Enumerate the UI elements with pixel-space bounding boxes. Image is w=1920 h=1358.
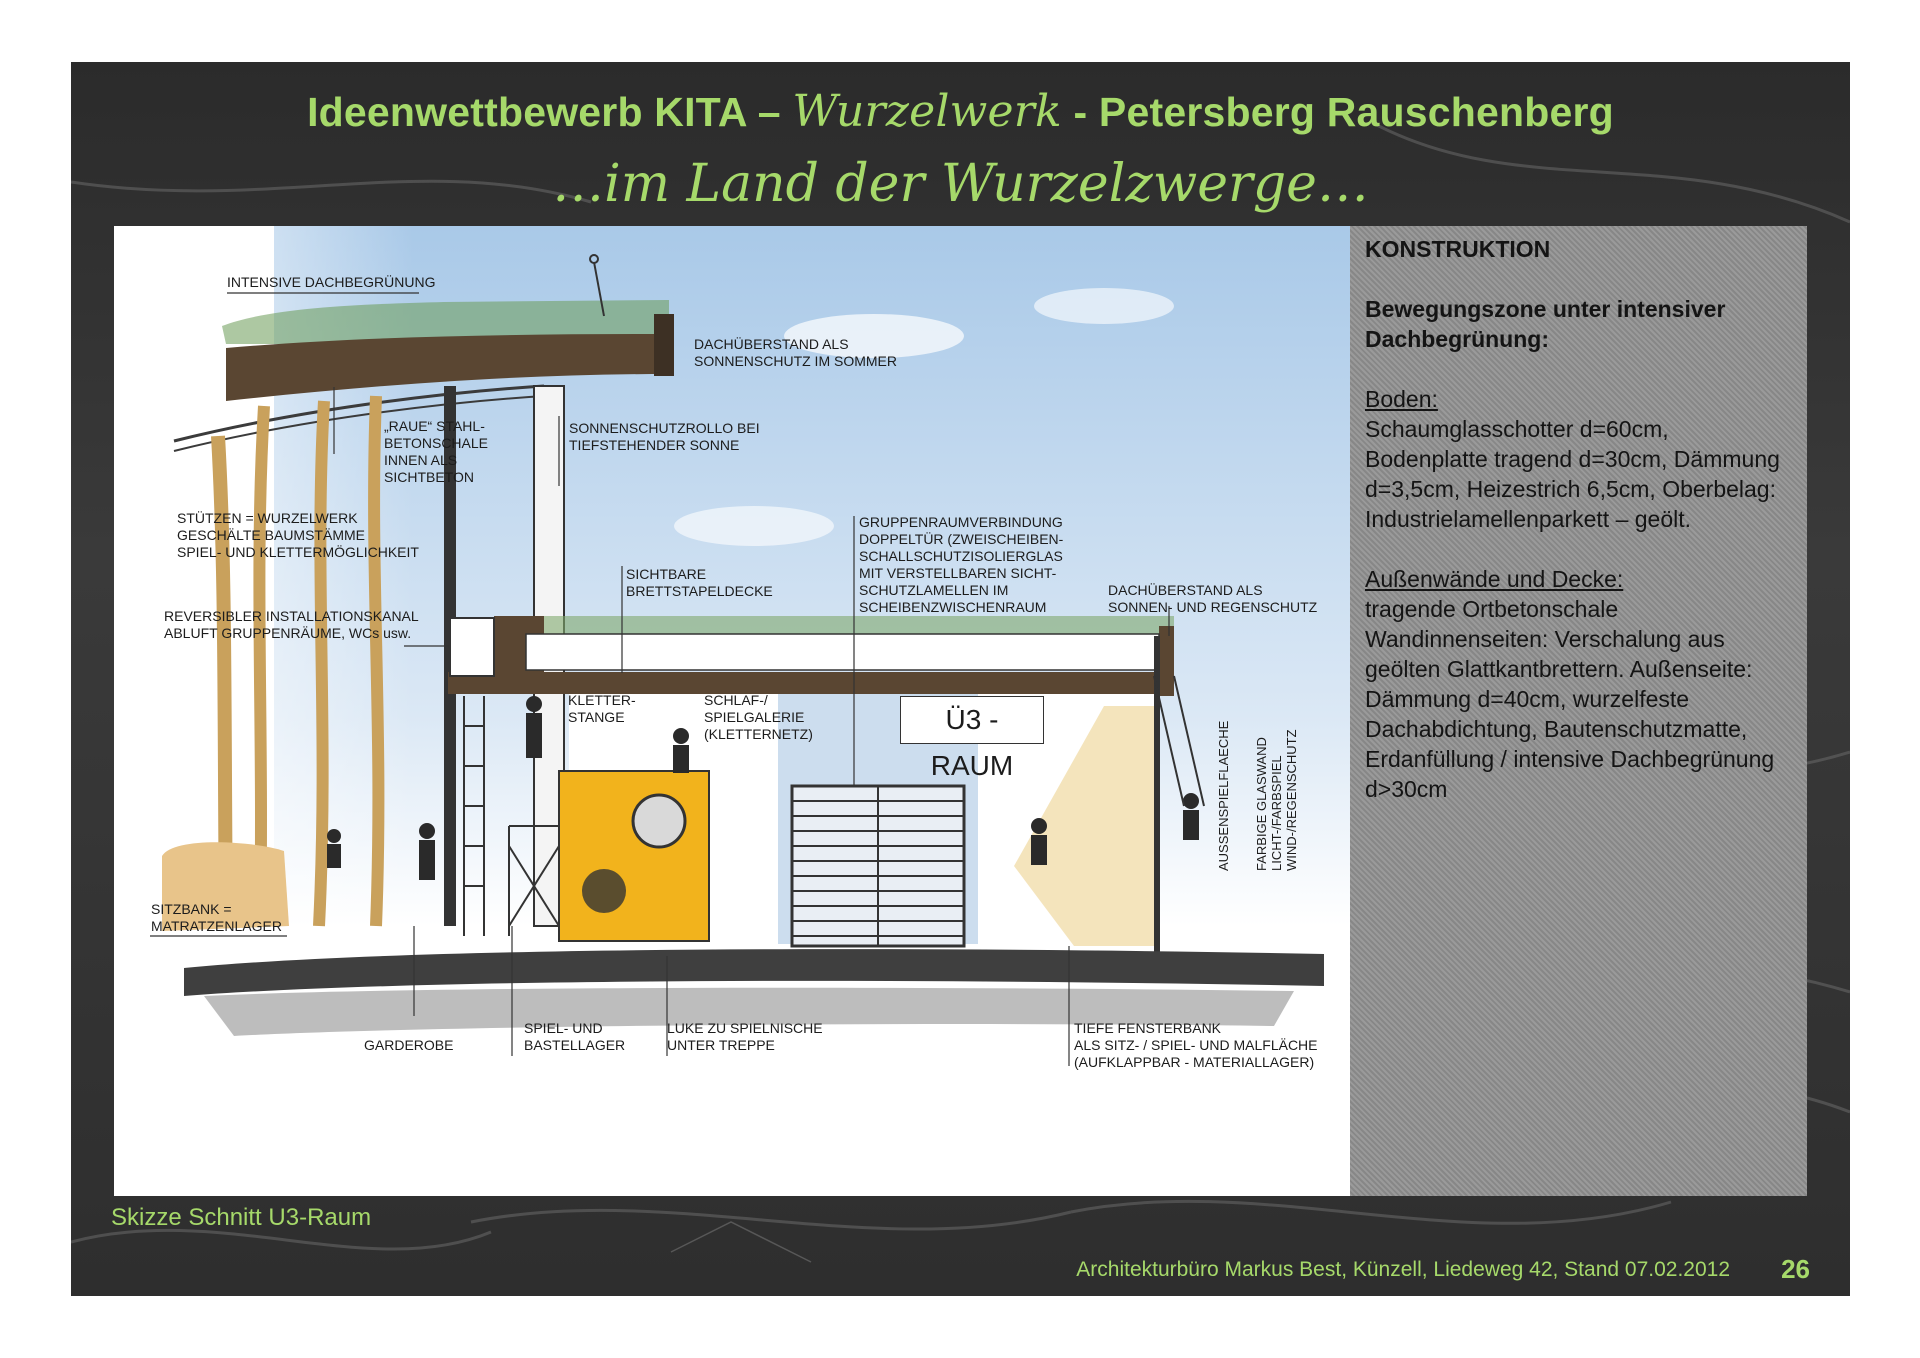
info-floor-title: Boden: xyxy=(1365,386,1438,412)
page-number: 26 xyxy=(1781,1254,1810,1284)
content-panel xyxy=(114,226,1807,1196)
info-subheading: Bewegungszone unter intensiver Dachbegrünung: xyxy=(1365,296,1726,352)
label-bench: SITZBANK = MATRATZENLAGER xyxy=(151,901,282,934)
main-ceiling xyxy=(448,672,1174,694)
info-floor-text: Schaumglasschotter d=60cm, Bodenplatte tragend d=30cm, Dämmung d=3,5cm, Heizestrich 6,5cm, Oberbelag: Industrielamellenparkett – geölt. xyxy=(1365,416,1780,532)
yellow-play-tower xyxy=(559,771,709,941)
label-colored-glass-wall: FARBIGE GLASWAND LICHT-/FARBSPIEL WIND-/REGENSCHUTZ xyxy=(1254,729,1299,871)
section-sketch xyxy=(114,226,1350,1196)
label-installation-channel: REVERSIBLER INSTALLATIONSKANAL ABLUFT GRUPPENRÄUME, WCs usw. xyxy=(164,608,419,641)
label-intensive-roof-greening: INTENSIVE DACHBEGRÜNUNG xyxy=(227,274,436,290)
label-overhang-rain: DACHÜBERSTAND ALS SONNEN- UND REGENSCHUTZ xyxy=(1108,582,1318,615)
main-roof-grass xyxy=(514,616,1174,634)
figure-caption: Skizze Schnitt U3-Raum xyxy=(111,1204,372,1231)
info-heading: KONSTRUKTION xyxy=(1365,236,1551,262)
title-suffix: - Petersberg Rauschenberg xyxy=(1073,89,1614,135)
room-sign: Ü3 - RAUM xyxy=(900,696,1044,744)
page-title xyxy=(71,86,1850,137)
page-subtitle: …im Land der Wurzelzwerge… xyxy=(552,154,1369,214)
title-script: Wurzelwerk xyxy=(792,86,1062,137)
label-concrete-shell: „RAUE“ STAHL- BETONSCHALE INNEN ALS SICHTBETON xyxy=(384,418,488,485)
tree-column xyxy=(374,396,378,926)
tree-column xyxy=(319,401,324,926)
label-columns: STÜTZEN = WURZELWERK GESCHÄLTE BAUMSTÄMME SPIEL- UND KLETTERMÖGLICHKEIT xyxy=(177,510,419,560)
title-prefix: Ideenwettbewerb KITA – xyxy=(307,89,781,135)
installation-box xyxy=(450,618,494,676)
label-play-craft-storage: SPIEL- UND BASTELLAGER xyxy=(524,1020,626,1053)
label-climbing-pole: KLETTER- STANGE xyxy=(568,692,636,725)
info-walls-title: Außenwände und Decke: xyxy=(1365,566,1624,592)
label-overhang-summer: DACHÜBERSTAND ALS SONNENSCHUTZ IM SOMMER xyxy=(694,336,897,369)
label-sunshade-roller: SONNENSCHUTZROLLO BEI TIEFSTEHENDER SONNE xyxy=(569,420,760,453)
label-hatch: LUKE ZU SPIELNISCHE UNTER TREPPE xyxy=(667,1020,823,1053)
label-wardrobe: GARDEROBE xyxy=(364,1037,454,1053)
label-group-room-connection: GRUPPENRAUMVERBINDUNG DOPPELTÜR (ZWEISCHEIBEN- SCHALLSCHUTZISOLIERGLAS MIT VERSTELLBAREN SICHT- SCHUTZLAMELLEN IM SCHEIBENZWISCHENRAUM xyxy=(859,514,1064,615)
label-sleeping-gallery: SCHLAF-/ SPIELGALERIE (KLETTERNETZ) xyxy=(704,692,813,742)
label-window-sill: TIEFE FENSTERBANK ALS SITZ- / SPIEL- UND MALFLÄCHE (AUFKLAPPBAR - MATERIALLAGER) xyxy=(1074,1020,1318,1070)
footer-credit: Architekturbüro Markus Best, Künzell, Liedeweg 42, Stand 07.02.2012 xyxy=(1076,1258,1730,1281)
construction-info-panel xyxy=(1350,226,1807,1196)
slide xyxy=(71,62,1850,1296)
info-walls-text: tragende Ortbetonschale Wandinnenseiten: Verschalung aus geölten Glattkantbrettern. Außenseite: Dämmung d=40cm, wurzelfeste Dachabdichtung, Bautenschutzmatte, Erdanfüllung / intensive Dachbegrünung d>30cm xyxy=(1365,596,1775,802)
label-outdoor-play-area: AUSSENSPIELFLAECHE xyxy=(1216,720,1231,871)
label-board-stack-ceiling: SICHTBARE BRETTSTAPELDECKE xyxy=(626,566,773,599)
